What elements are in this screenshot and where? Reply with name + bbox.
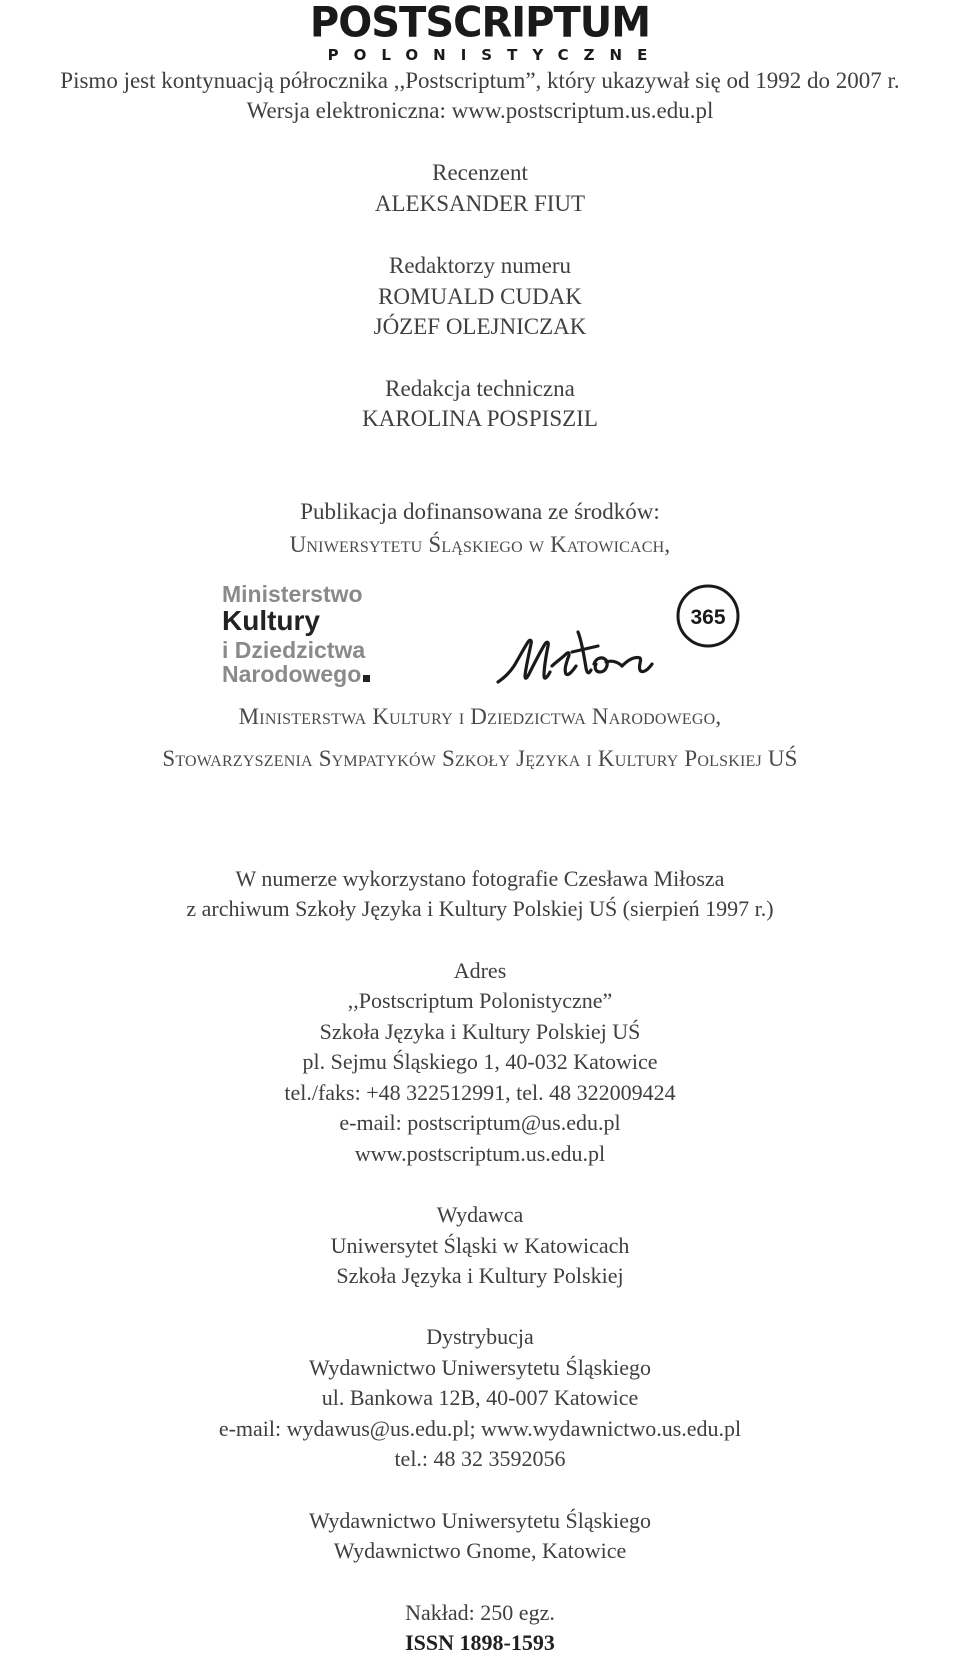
address-website: www.postscriptum.us.edu.pl <box>354 1141 606 1166</box>
address-line: ,,Postscriptum Polonistyczne” <box>347 988 613 1013</box>
distribution-line: Wydawnictwo Uniwersytetu Śląskiego <box>308 1355 652 1380</box>
address-line: Szkoła Języka i Kultury Polskiej UŚ <box>319 1019 641 1044</box>
intro-line-1: Pismo jest kontynuacją półrocznika ,,Postscriptum”, który ukazywał się od 1992 do 2007 r. <box>60 68 900 93</box>
ministry-logo-square-icon <box>363 675 370 682</box>
ministry-logo-line: i Dziedzictwa <box>222 637 366 663</box>
editor-name: JÓZEF OLEJNICZAK <box>373 314 587 339</box>
photos-line-2: z archiwum Szkoły Języka i Kultury Polskiej UŚ (sierpień 1997 r.) <box>186 896 774 921</box>
address-label: Adres <box>453 958 507 983</box>
issn: ISSN 1898-1593 <box>405 1630 555 1655</box>
reviewer-label: Recenzent <box>432 160 528 185</box>
ministry-logo-line: Kultury <box>222 605 320 636</box>
distribution-line: tel.: 48 32 3592056 <box>394 1446 566 1471</box>
reviewer-name: ALEKSANDER FIUT <box>374 191 586 216</box>
signature-stroke-icon <box>498 632 652 682</box>
masthead-title: POSTSCRIPTUM <box>309 0 651 48</box>
circulation: Nakład: 250 egz. <box>405 1600 555 1625</box>
editor-name: ROMUALD CUDAK <box>378 284 582 309</box>
address-line: tel./faks: +48 322512991, tel. 48 322009424 <box>284 1080 676 1105</box>
publisher-line: Szkoła Języka i Kultury Polskiej <box>336 1263 624 1288</box>
technical-name: KAROLINA POSPISZIL <box>362 406 598 431</box>
publisher-line: Uniwersytet Śląski w Katowicach <box>330 1233 630 1258</box>
milosz-signature-logo <box>490 582 750 694</box>
funding-sponsor-university: Uniwersytetu Śląskiego w Katowicach, <box>289 532 671 557</box>
365-badge-text: 365 <box>690 606 726 629</box>
funding-sponsor-ministry: Ministerstwa Kultury i Dziedzictwa Narodowego, <box>238 704 722 729</box>
365-badge-icon <box>678 586 738 646</box>
distribution-line: ul. Bankowa 12B, 40-007 Katowice <box>321 1385 639 1410</box>
printing-line: Wydawnictwo Uniwersytetu Śląskiego <box>308 1508 652 1533</box>
funding-sponsor-association: Stowarzyszenia Sympatyków Szkoły Języka i Kultury Polskiej UŚ <box>162 746 798 771</box>
address-email: e-mail: postscriptum@us.edu.pl <box>339 1110 621 1135</box>
address-line: pl. Sejmu Śląskiego 1, 40-032 Katowice <box>302 1049 658 1074</box>
printing-line: Wydawnictwo Gnome, Katowice <box>333 1538 627 1563</box>
funding-label: Publikacja dofinansowana ze środków: <box>300 499 660 524</box>
editors-label: Redaktorzy numeru <box>388 253 572 278</box>
masthead-subtitle: POLONISTYCZNE <box>327 46 663 64</box>
technical-label: Redakcja techniczna <box>385 376 575 401</box>
intro-line-2: Wersja elektroniczna: www.postscriptum.us.edu.pl <box>246 98 714 123</box>
ministry-logo <box>222 582 422 690</box>
distribution-label: Dystrybucja <box>426 1324 534 1349</box>
ministry-logo-line: Ministerstwo <box>222 581 363 607</box>
ministry-logo-line <box>222 662 370 686</box>
distribution-line: e-mail: wydawus@us.edu.pl; www.wydawnictwo.us.edu.pl <box>218 1416 742 1441</box>
photos-line-1: W numerze wykorzystano fotografie Czesława Miłosza <box>235 866 725 891</box>
publisher-label: Wydawca <box>436 1202 524 1227</box>
ministry-logo-word: Narodowego <box>222 661 362 687</box>
